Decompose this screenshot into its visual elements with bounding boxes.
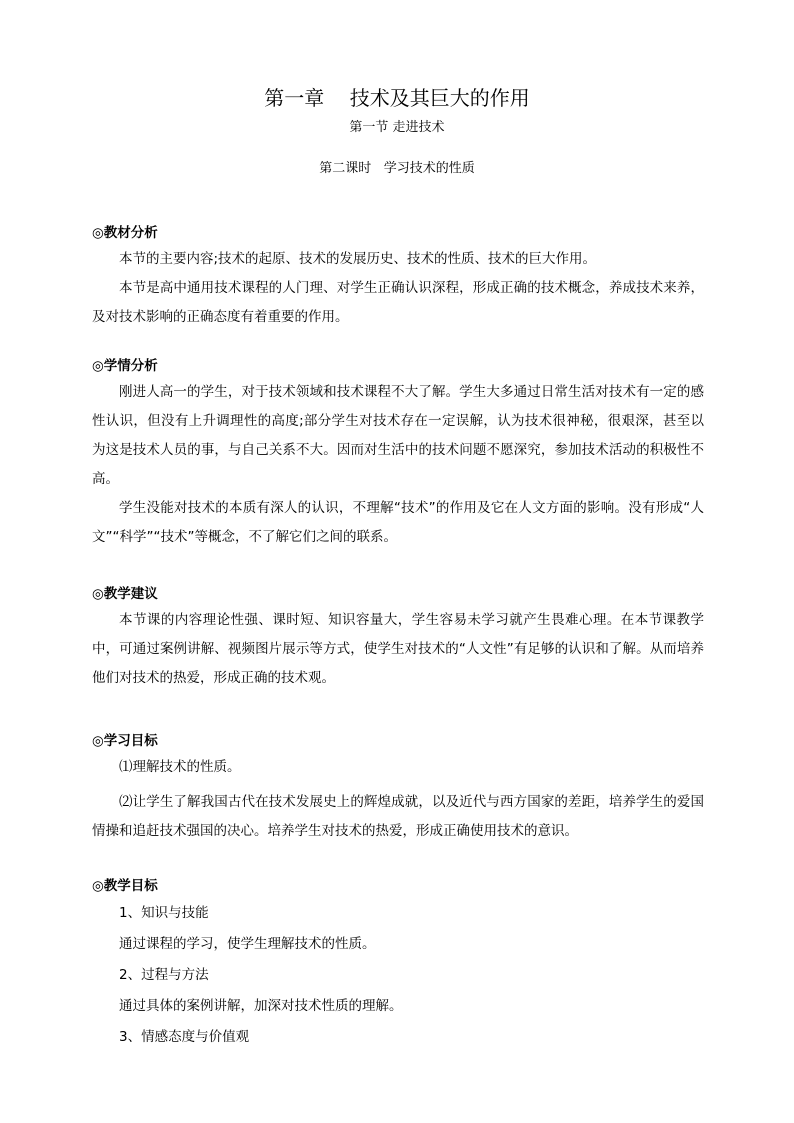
teaching-objectives-section (92, 876, 704, 1053)
teaching-suggestions-heading: ◎教学建议 (92, 586, 158, 602)
teaching-objectives-line: 2、过程与方法 (119, 967, 209, 983)
learning-objectives-section (92, 731, 704, 846)
teaching-suggestions-section (92, 584, 704, 693)
textbook-analysis-paragraph: 本节是高中通用技术课程的人门理、对学生正确认识深程，形成正确的技术概念，养成技术来养，及对技术影响的正确态度有着重要的作用。 (92, 280, 704, 325)
student-analysis-heading: ◎学情分析 (92, 358, 158, 374)
lesson-title: 第二课时 学习技术的性质 (319, 161, 475, 176)
teaching-objectives-heading: ◎教学目标 (92, 878, 158, 894)
student-analysis-paragraph: 刚进人高一的学生，对于技术领域和技术课程不大了解。学生大多通过日常生活对技术有一定的感性认识，但没有上升调理性的高度;部分学生对技术存在一定误解，认为技术很神秘，很艰深，甚至以为这是技术人员的事，与自己关系不大。因而对生活中的技术问题不愿深究，参加技术活动的积极性不高。 (92, 384, 704, 487)
teaching-objectives-line: 通过课程的学习，使学生理解技术的性质。 (119, 936, 376, 952)
textbook-analysis-paragraph: 本节的主要内容;技术的起原、技术的发展历史、技术的性质、技术的巨大作用。 (119, 251, 597, 267)
textbook-analysis-section (92, 223, 704, 332)
learning-objectives-item: ⑵让学生了解我国古代在技术发展史上的辉煌成就，以及近代与西方国家的差距，培养学生的爱国情操和追赶技术强国的决心。培养学生对技术的热爱，形成正确使用技术的意识。 (92, 794, 704, 839)
teaching-suggestions-paragraph: 本节课的内容理论性强、课时短、知识容量大，学生容易未学习就产生畏难心理。在本节课教学中，可通过案例讲解、视频图片展示等方式，使学生对技术的“人文性”有足够的认识和了解。从而培养他们对技术的热爱，形成正确的技术观。 (92, 612, 704, 686)
teaching-objectives-line: 通过具体的案例讲解，加深对技术性质的理解。 (119, 998, 403, 1014)
section-title: 第一节 走进技术 (349, 120, 445, 135)
textbook-analysis-heading: ◎教材分析 (92, 225, 158, 241)
learning-objectives-heading: ◎学习目标 (92, 733, 158, 749)
student-analysis-paragraph: 学生没能对技术的本质有深人的认识，不理解“技术”的作用及它在人文方面的影响。没有形成“人文”“科学”“技术”等概念，不了解它们之间的联系。 (92, 500, 704, 545)
chapter-title: 第一章 技术及其巨大的作用 (264, 86, 530, 110)
teaching-objectives-line: 3、情感态度与价值观 (119, 1029, 250, 1045)
learning-objectives-item: ⑴理解技术的性质。 (119, 759, 241, 775)
teaching-objectives-line: 1、知识与技能 (119, 905, 209, 921)
student-analysis-section (92, 356, 704, 552)
